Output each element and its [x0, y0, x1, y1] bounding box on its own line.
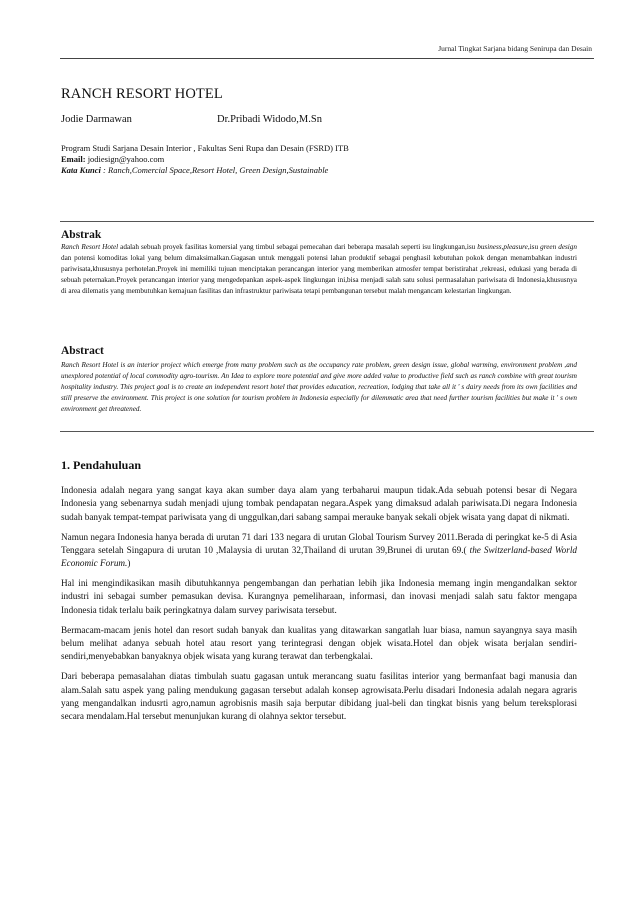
body-paragraph: Indonesia adalah negara yang sangat kaya akan sumber daya alam yang terbaharui maupun tidak.Ada sebuah potensi besar di Negara Indonesia yang sebenarnya sudah menjadi ujung tombak pendapatan negara.Aspek yang dimaksud adalah pariwisata.Di negara Indonesia sudah banyak tempat-tempat pariwisata yang di unggulkan,dari sabang sampai merauke banyak sekali objek wisata yang dapat di nikmati.	[61, 485, 577, 522]
body-paragraph: Dari beberapa pemasalahan diatas timbulah suatu gagasan untuk merancang suatu fasilitas interior yang bermanfaat bagi manusia dan alam.Salah satu aspek yang paling mendukung gagasan tersebut adalah konsep agrowisata.Perlu disadari Indonesia adalah negara agraris yang mengandalkan indusrti agro,namun agrobisnis masih saja berputar dibidang jual-beli dan tingkat bisnis yang belum tereksplorasi secara mendalam.Hal tersebut menunjukan kurang di olahnya sektor tersebut.	[61, 671, 577, 722]
abstrak-italic-3: green design	[540, 243, 577, 251]
email-address: jodiesign@yahoo.com	[87, 154, 165, 164]
author-list	[61, 114, 561, 125]
running-head: Jurnal Tingkat Sarjana bidang Senirupa dan Desain	[438, 44, 592, 53]
section-body	[61, 484, 577, 730]
abstrak-paragraph	[61, 242, 577, 297]
abstrak-lead: Ranch Resort Hotel	[61, 243, 119, 251]
abstrak-text-2: ,isu	[527, 243, 541, 251]
email-label: Email:	[61, 154, 86, 164]
body-italic-run: the Switzerland-based World Economic Forum.	[61, 544, 578, 569]
section-heading: 1. Pendahuluan	[61, 458, 142, 472]
header-rule	[60, 58, 594, 59]
divider-rule	[60, 431, 594, 432]
affiliation: Program Studi Sarjana Desain Interior , Fakultas Seni Rupa dan Desain (FSRD) ITB	[61, 143, 349, 153]
author-1: Jodie Darmawan	[61, 114, 132, 125]
abstract-paragraph: Ranch Resort Hotel is an interior project which emerge from many problem such as the occupancy rate problem, green design issue, global warming, environment problem ,and unexplored potential of local commodity agro-tourism. An Idea to explore more potential and give more added value to productive field such as ranch combine with great tourism hospitality industry. This project goal is to create an independent resort hotel that provides education, recreation, lodging that take all it ' s dairy needs from its own facilities and still preserve the environment. This project is one solution for tourism problem in Indonesia especially for dilemmatic area that need further tourism facilities but make it ' s own environment get threatened.	[61, 361, 577, 413]
paper-title: RANCH RESORT HOTEL	[61, 86, 223, 102]
email-line	[61, 154, 581, 165]
abstract-heading: Abstract	[61, 345, 104, 357]
abstrak-text-1: adalah sebuah proyek fasilitas komersial yang timbul sebagai pemecahan dari beberapa masalah seperti isu lingkungan,isu	[118, 243, 478, 251]
body-text-run: )	[127, 558, 131, 569]
abstrak-text-3: dan potensi komoditas lokal yang belum dimaksimalkan.Gagasan untuk menggali potensi lahan produktif sebagai penghasil kebutuhan pokok dengan menambahkan industri pariwisata,khususnya perhotelan.Proyek ini memiliki tujuan menciptakan perancangan interior yang memberikan atmosfer tempat beristirahat ,rekreasi, edukasi yang berada di sebuah peternakan.Proyek perancangan interior yang mengedepankan aspek-aspek lingkungan ini,bisa menjadi salah satu solusi permasalahan pariwisata di Indonesia,khususnya di area dilematis yang membutuhkan kemajuan fasilitas dan infrastruktur pariwisata tetapi pembangunan tersebut malah mengancam kelestarian lingkungan.	[61, 254, 577, 295]
abstrak-heading: Abstrak	[61, 229, 102, 241]
affiliation-block	[61, 143, 581, 176]
author-2: Dr.Pribadi Widodo,M.Sn	[217, 114, 322, 125]
keywords-label: Kata Kunci	[61, 165, 101, 175]
body-paragraph	[61, 531, 577, 571]
body-paragraph: Hal ini mengindikasikan masih dibutuhkannya pengembangan dan perhatian lebih jika Indonesia memang ingin mengandalkan sektor industri ini sebagai sumber pemasukan devisa. Kurangnya pemeliharaan, informasi, dan inovasi menjadi salah satu faktor mengapa Indonesia tidak terlalu baik peringkatnya dalam survey pariwisata tersebut.	[61, 578, 577, 615]
body-text-run: Namun negara Indonesia hanya berada di urutan 71 dari 133 negara di urutan Global Tourism Survey 2011.Berada di peringkat ke-5 di Asia Tenggara setelah Singapura di urutan 10 ,Malaysia di urutan 32,Thailand di urutan 39,Brunei di urutan 69.(	[61, 531, 577, 555]
divider-rule	[60, 221, 594, 222]
keywords-text: : Ranch,Comercial Space,Resort Hotel, Green Design,Sustainable	[103, 165, 329, 175]
abstrak-italic-2: business,pleasure	[477, 243, 528, 251]
body-paragraph: Bermacam-macam jenis hotel dan resort sudah banyak dan kualitas yang ditawarkan sangatlah luar biasa, namun sayangnya saya masih belum melihat adanya sebuah hotel atau resort yang terintegrasi dengan objek wisata.Hotel dan objek wisata berjalan sendiri-sendiri,menyebabkan banyaknya objek wisata yang kurang terawat dan terbengkalai.	[61, 624, 577, 662]
keywords-line	[61, 165, 581, 176]
